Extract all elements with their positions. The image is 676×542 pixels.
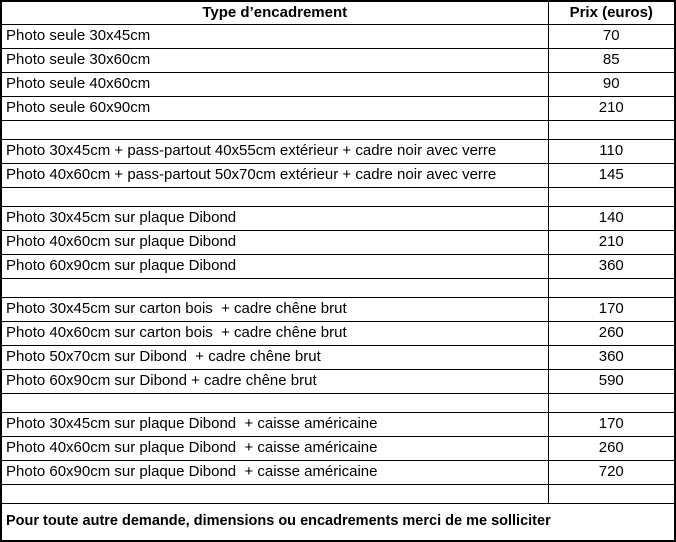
footer-note: Pour toute autre demande, dimensions ou encadrements merci de me solliciter [1, 503, 675, 541]
header-row [1, 1, 675, 24]
separator-row [1, 187, 675, 206]
row-price: 110 [548, 139, 675, 163]
separator-row [1, 278, 675, 297]
table-row [1, 436, 675, 460]
separator-cell [548, 120, 675, 139]
row-price: 90 [548, 72, 675, 96]
row-price: 260 [548, 436, 675, 460]
separator-cell [548, 393, 675, 412]
separator-cell [548, 187, 675, 206]
table-row [1, 163, 675, 187]
table-row [1, 369, 675, 393]
separator-cell [1, 187, 548, 206]
table-row [1, 460, 675, 484]
row-price: 145 [548, 163, 675, 187]
table-row [1, 48, 675, 72]
separator-cell [548, 484, 675, 503]
row-label: Photo 60x90cm sur Dibond + cadre chêne brut [1, 369, 548, 393]
row-price: 210 [548, 230, 675, 254]
row-price: 360 [548, 254, 675, 278]
table-row [1, 206, 675, 230]
separator-row [1, 484, 675, 503]
row-price: 70 [548, 24, 675, 48]
table-row [1, 72, 675, 96]
row-label: Photo seule 40x60cm [1, 72, 548, 96]
column-header-type: Type d’encadrement [1, 1, 548, 24]
table-row [1, 254, 675, 278]
row-label: Photo 30x45cm sur carton bois + cadre chêne brut [1, 297, 548, 321]
row-label: Photo 60x90cm sur plaque Dibond [1, 254, 548, 278]
separator-cell [1, 120, 548, 139]
row-label: Photo 40x60cm + pass-partout 50x70cm extérieur + cadre noir avec verre [1, 163, 548, 187]
row-label: Photo seule 30x60cm [1, 48, 548, 72]
row-price: 720 [548, 460, 675, 484]
separator-row [1, 120, 675, 139]
row-price: 140 [548, 206, 675, 230]
table-row [1, 24, 675, 48]
separator-cell [548, 278, 675, 297]
table-row [1, 412, 675, 436]
row-label: Photo 30x45cm + pass-partout 40x55cm extérieur + cadre noir avec verre [1, 139, 548, 163]
row-price: 170 [548, 297, 675, 321]
table-row [1, 321, 675, 345]
table-row [1, 297, 675, 321]
table-row [1, 230, 675, 254]
row-price: 210 [548, 96, 675, 120]
table-row [1, 345, 675, 369]
row-label: Photo 50x70cm sur Dibond + cadre chêne brut [1, 345, 548, 369]
row-price: 260 [548, 321, 675, 345]
row-label: Photo seule 30x45cm [1, 24, 548, 48]
row-label: Photo seule 60x90cm [1, 96, 548, 120]
row-label: Photo 40x60cm sur carton bois + cadre chêne brut [1, 321, 548, 345]
row-label: Photo 30x45cm sur plaque Dibond [1, 206, 548, 230]
row-label: Photo 40x60cm sur plaque Dibond [1, 230, 548, 254]
row-label: Photo 60x90cm sur plaque Dibond + caisse américaine [1, 460, 548, 484]
separator-row [1, 393, 675, 412]
row-price: 590 [548, 369, 675, 393]
row-price: 360 [548, 345, 675, 369]
footer-row [1, 503, 675, 541]
table-row [1, 139, 675, 163]
separator-cell [1, 393, 548, 412]
column-header-price: Prix (euros) [548, 1, 675, 24]
row-price: 170 [548, 412, 675, 436]
separator-cell [1, 278, 548, 297]
row-price: 85 [548, 48, 675, 72]
row-label: Photo 30x45cm sur plaque Dibond + caisse américaine [1, 412, 548, 436]
table-row [1, 96, 675, 120]
row-label: Photo 40x60cm sur plaque Dibond + caisse américaine [1, 436, 548, 460]
separator-cell [1, 484, 548, 503]
